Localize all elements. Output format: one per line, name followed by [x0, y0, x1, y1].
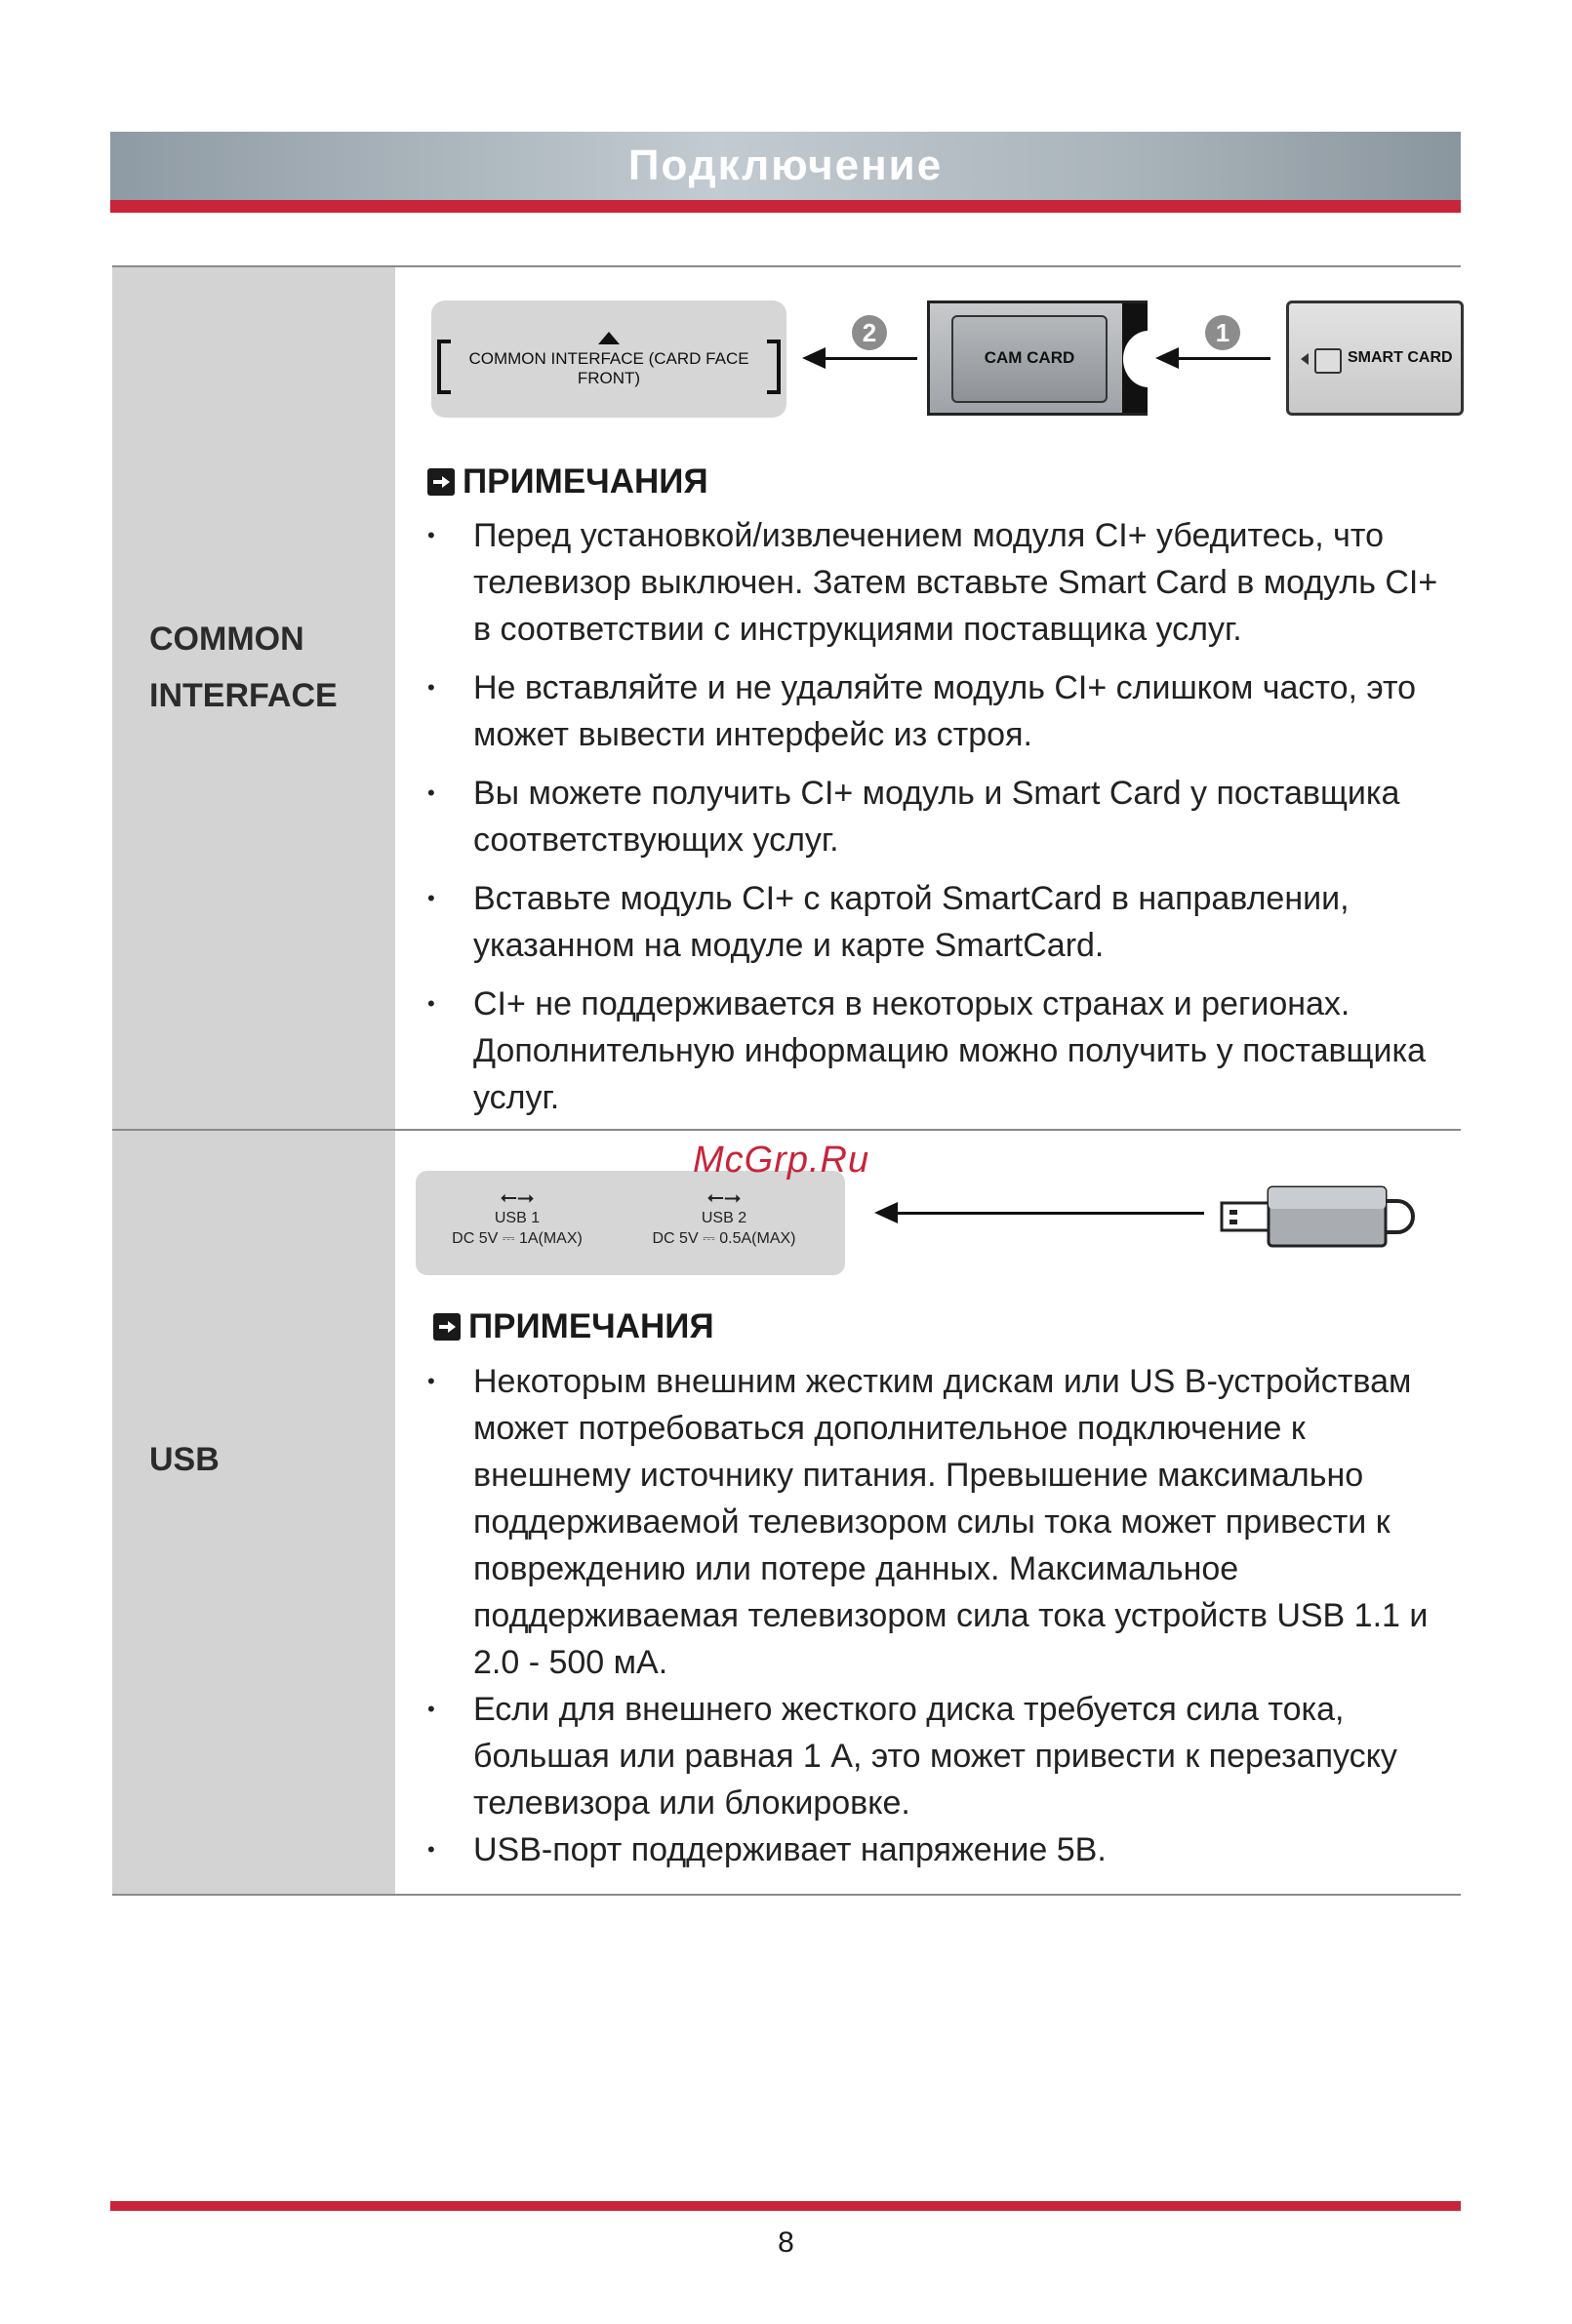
usb-ports-panel	[416, 1171, 845, 1275]
arrow-head-icon	[802, 347, 826, 369]
usb-icon: ⭠⭢	[706, 1184, 742, 1209]
ci-notes-list	[427, 512, 1462, 1121]
common-interface-label-cell	[112, 267, 395, 1129]
common-interface-label-line1: COMMON	[149, 621, 304, 658]
page-title: Подключение	[627, 141, 944, 189]
usb-label-cell	[112, 1131, 395, 1894]
card-direction-triangle	[598, 332, 620, 344]
slot-label: COMMON INTERFACE (CARD FACE FRONT)	[468, 349, 749, 387]
arrow-head-icon	[1155, 347, 1179, 369]
usb-port-spec: DC 5V ⎓ 1A(MAX)	[452, 1230, 583, 1247]
footer-accent-bar	[110, 2201, 1461, 2211]
smart-card-illustration	[1286, 301, 1464, 416]
ci-notes-title: ПРИМЕЧАНИЯ	[463, 462, 708, 501]
list-item: • Перед установкой/извлечением модуля CI+ убедитесь, что телевизор выключен. Затем вставьте Smart Card в модуль CI+ в соответствии с инструкциями поставщика услуг.	[427, 512, 1462, 653]
cam-card-face	[951, 315, 1108, 403]
cam-card-label: CAM CARD	[984, 348, 1075, 367]
list-item: • Если для внешнего жесткого диска требуется сила тока, большая или равная 1 А, это может привести к перезапуску телевизора или блокировке.	[427, 1686, 1462, 1826]
list-item: • Некоторым внешним жестким дискам или US В-устройствам может потребоваться дополнительное подключение к внешнему источнику питания. Превышение максимально поддерживаемой телевизором силы тока может привести к повреждению или потере данных. Максимальное поддерживаемая телевизором сила тока устройств USB 1.1 и 2.0 - 500 мА.	[427, 1358, 1462, 1686]
table-bottom-line	[112, 1894, 1461, 1896]
usb-icon: ⭠⭢	[500, 1184, 535, 1209]
list-item: • CI+ не поддерживается в некоторых странах и регионах. Дополнительную информацию можно получить у поставщика услуг.	[427, 981, 1462, 1121]
common-interface-label-line2: INTERFACE	[149, 677, 338, 714]
chip-arrow-icon	[1301, 353, 1309, 365]
usb-notes-heading	[433, 1307, 714, 1346]
note-arrow-icon	[433, 1313, 461, 1341]
usb-notes-title: ПРИМЕЧАНИЯ	[468, 1307, 714, 1345]
list-item: • USB-порт поддерживает напряжение 5В.	[427, 1826, 1462, 1873]
usb-notes-list	[427, 1358, 1462, 1873]
arrow-line-to-cam	[1177, 357, 1270, 360]
watermark: McGrp.Ru	[693, 1140, 870, 1181]
usb-port-name: USB 2	[701, 1210, 747, 1226]
usb-stick-icon	[1220, 1183, 1425, 1250]
usb-label: USB	[149, 1441, 220, 1478]
page-number: 8	[778, 2226, 794, 2259]
usb-port-spec: DC 5V ⎓ 0.5A(MAX)	[652, 1230, 796, 1247]
chip-icon	[1314, 348, 1342, 374]
usb-port-1	[420, 1186, 615, 1249]
smart-card-label: SMART CARD	[1348, 349, 1453, 366]
ci-notes-heading	[427, 462, 708, 501]
list-item: • Вы можете получить CI+ модуль и Smart Card у поставщика соответствующих услуг.	[427, 770, 1462, 863]
note-arrow-icon	[427, 468, 455, 496]
cam-card-illustration	[927, 301, 1148, 416]
usb-port-name: USB 1	[494, 1210, 541, 1226]
usb-port-2	[626, 1186, 822, 1249]
arrow-line-to-usb	[896, 1212, 1204, 1215]
arrow-head-icon	[874, 1202, 898, 1223]
ci-slot-diagram	[431, 301, 786, 418]
list-item: • Не вставляйте и не удаляйте модуль CI+ слишком часто, это может вывести интерфейс из строя.	[427, 664, 1462, 758]
arrow-line-to-slot	[824, 357, 917, 360]
step-1-badge: 1	[1205, 315, 1240, 350]
header-accent-bar	[110, 200, 1461, 213]
step-2-badge: 2	[852, 315, 887, 350]
list-item: • Вставьте модуль CI+ с картой SmartCard в направлении, указанном на модуле и карте SmartCard.	[427, 875, 1462, 969]
